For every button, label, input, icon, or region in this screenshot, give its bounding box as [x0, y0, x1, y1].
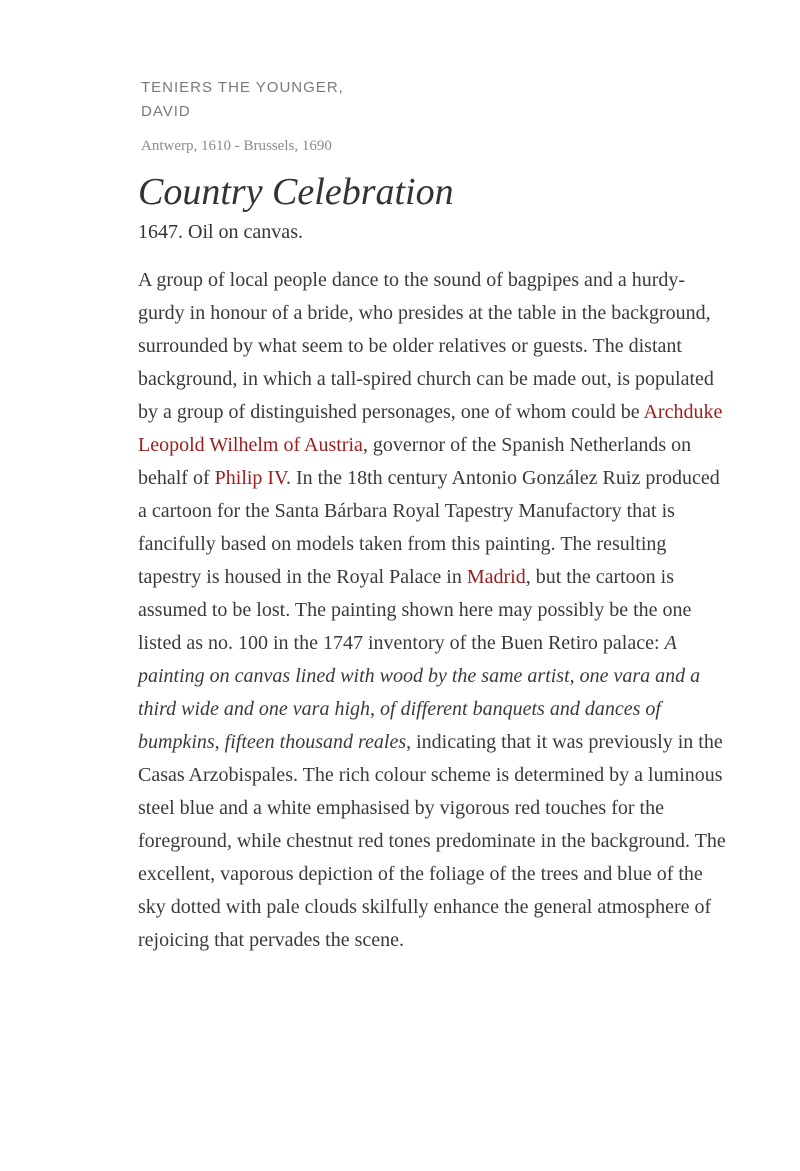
artwork-title: Country Celebration: [138, 171, 454, 213]
artist-name: TENIERS THE YOUNGER, DAVID: [141, 79, 344, 120]
inventory-quote: A painting on canvas lined with wood by the same artist, one vara and a third wide and one vara high, of different banquets and dances of bumpkins, fifteen thousand reales: [138, 632, 701, 753]
description-text: , governor of the Spanish Netherlands on behalf of: [138, 434, 692, 489]
description-text: . In the 18th century Antonio González Ruiz produced a cartoon for the Santa Bárbara Royal Tapestry Manufactory that is fancifully based on models taken from this painting. The resulting tapestry is housed in the Royal Palace in: [138, 467, 720, 588]
description-text: , but the cartoon is assumed to be lost. The painting shown here may possibly be the one listed as no. 100 in the 1747 inventory of the Buen Retiro palace:: [138, 566, 692, 654]
link-philip-iv[interactable]: Philip IV: [214, 467, 286, 489]
artwork-detail: [138, 76, 738, 957]
artwork-meta: 1647. Oil on canvas.: [138, 221, 303, 243]
link-archduke-leopold[interactable]: Archduke Leopold Wilhelm of Austria: [138, 401, 723, 456]
description-text: , indicating that it was previously in the Casas Arzobispales. The rich colour scheme is determined by a luminous steel blue and a white emphasised by vigorous red touches for the foreground, while chestnut red tones predominate in the background. The excellent, vaporous depiction of the foliage of the trees and blue of the sky dotted with pale clouds skilfully enhance the general atmosphere of rejoicing that pervades the scene.: [138, 731, 726, 951]
link-madrid[interactable]: Madrid: [466, 566, 526, 588]
artwork-description: [138, 264, 728, 957]
artist-dates: Antwerp, 1610 - Brussels, 1690: [141, 138, 332, 154]
description-text: A group of local people dance to the sound of bagpipes and a hurdy-gurdy in honour of a bride, who presides at the table in the background, surrounded by what seem to be older relatives or guests. The distant background, in which a tall-spired church can be made out, is populated by a group of distinguished personages, one of whom could be: [138, 269, 714, 423]
